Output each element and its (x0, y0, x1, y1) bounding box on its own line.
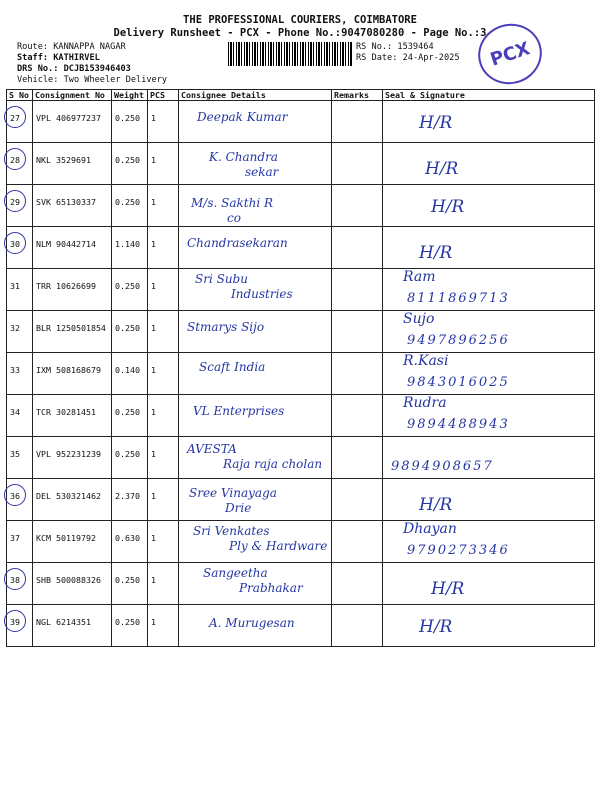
sno-value: 34 (10, 407, 20, 417)
cell-signature (383, 521, 595, 563)
consignee-handwriting: Chandrasekaran (187, 236, 288, 250)
table-row (7, 563, 595, 605)
cell-consignee (179, 269, 332, 311)
cell-consignee (179, 227, 332, 269)
consignee-handwriting-line2: Drie (225, 501, 252, 515)
cell-signature (383, 395, 595, 437)
drs-value: DCJB153946403 (63, 64, 131, 74)
signature-mark: Dhayan (403, 521, 457, 537)
sno-circle-mark (4, 106, 26, 128)
staff-line: Staff: KATHIRVEL (17, 53, 100, 63)
consignee-handwriting-line2: Raja raja cholan (223, 457, 323, 471)
cell-consignment: VPL 406977237 (33, 101, 112, 143)
cell-consignment: IXM 508168679 (33, 353, 112, 395)
col-sno: S No (7, 90, 33, 101)
cell-pcs: 1 (148, 185, 179, 227)
cell-remarks (332, 521, 383, 563)
phone-number: 8111869713 (407, 291, 510, 306)
cell-sno (7, 101, 33, 143)
consignee-handwriting: Scaft India (199, 360, 266, 374)
sno-value: 31 (10, 281, 20, 291)
cell-consignment: NGL 6214351 (33, 605, 112, 647)
sno-circle-mark (4, 484, 26, 506)
sno-value: 27 (10, 113, 20, 123)
cell-consignee (179, 185, 332, 227)
cell-consignee (179, 563, 332, 605)
table-row (7, 227, 595, 269)
cell-consignment: DEL 530321462 (33, 479, 112, 521)
cell-sno (7, 311, 33, 353)
table-row (7, 479, 595, 521)
route-value: KANNAPPA NAGAR (53, 42, 126, 52)
consignee-handwriting-line2: Prabhakar (239, 581, 303, 595)
phone-number: 9790273346 (407, 543, 510, 558)
cell-pcs: 1 (148, 437, 179, 479)
cell-signature (383, 185, 595, 227)
runsheet-table (6, 89, 595, 647)
cell-weight: 0.250 (112, 269, 148, 311)
cell-consignment: NKL 3529691 (33, 143, 112, 185)
sno-value: 33 (10, 365, 20, 375)
consignee-handwriting: M/s. Sakthi R (191, 196, 274, 210)
cell-pcs: 1 (148, 395, 179, 437)
cell-signature (383, 563, 595, 605)
consignee-handwriting: Sangeetha (203, 566, 268, 580)
cell-consignment: TRR 10626699 (33, 269, 112, 311)
phone-number: 9497896256 (407, 333, 510, 348)
sno-value: 38 (10, 575, 20, 585)
route-line: Route: KANNAPPA NAGAR (17, 42, 126, 52)
col-weight: Weight (112, 90, 148, 101)
cell-signature (383, 101, 595, 143)
sno-circle-mark (4, 232, 26, 254)
table-row (7, 437, 595, 479)
signature-mark: H/R (419, 617, 453, 637)
sno-circle-mark (4, 610, 26, 632)
cell-weight: 0.250 (112, 185, 148, 227)
table-row (7, 269, 595, 311)
drs-line: DRS No.: DCJB153946403 (17, 64, 131, 74)
sno-value: 37 (10, 533, 20, 543)
cell-remarks (332, 353, 383, 395)
consignee-handwriting: Stmarys Sijo (187, 320, 265, 334)
cell-pcs: 1 (148, 563, 179, 605)
rs-no-value: 1539464 (397, 42, 434, 52)
cell-remarks (332, 185, 383, 227)
cell-consignee (179, 101, 332, 143)
cell-remarks (332, 311, 383, 353)
table-row (7, 185, 595, 227)
cell-signature (383, 227, 595, 269)
consignee-handwriting-line2: co (227, 211, 241, 225)
signature-mark: H/R (419, 495, 453, 515)
signature-mark: Rudra (403, 395, 447, 411)
cell-remarks (332, 101, 383, 143)
cell-consignee (179, 353, 332, 395)
cell-consignment: BLR 1250501854 (33, 311, 112, 353)
sno-circle-mark (4, 568, 26, 590)
cell-consignee (179, 437, 332, 479)
phone-number: 9843016025 (407, 375, 510, 390)
sno-value: 35 (10, 449, 20, 459)
cell-signature (383, 479, 595, 521)
signature-mark: H/R (425, 159, 459, 179)
cell-sno (7, 605, 33, 647)
rs-date-line: RS Date: 24-Apr-2025 (356, 53, 460, 63)
cell-pcs: 1 (148, 101, 179, 143)
sno-value: 28 (10, 155, 20, 165)
signature-mark: H/R (431, 579, 465, 599)
cell-sno (7, 395, 33, 437)
cell-weight: 1.140 (112, 227, 148, 269)
cell-consignee (179, 521, 332, 563)
col-consignment: Consignment No (33, 90, 112, 101)
cell-signature (383, 269, 595, 311)
meta-left (17, 42, 167, 86)
cell-remarks (332, 563, 383, 605)
vehicle-line: Vehicle: Two Wheeler Delivery (17, 75, 168, 85)
table-row (7, 143, 595, 185)
phone-number: 9894488943 (407, 417, 510, 432)
cell-weight: 0.250 (112, 563, 148, 605)
cell-signature (383, 311, 595, 353)
cell-sno (7, 185, 33, 227)
signature-mark: R.Kasi (403, 353, 449, 369)
runsheet-subtitle: Delivery Runsheet - PCX - Phone No.:9047080280 - Page No.:3 (113, 27, 487, 39)
signature-mark: H/R (419, 243, 453, 263)
table-row (7, 395, 595, 437)
col-consignee: Consignee Details (179, 90, 332, 101)
consignee-handwriting-line2: sekar (245, 165, 279, 179)
rs-no-line: RS No.: 1539464 (356, 42, 434, 52)
cell-weight: 0.250 (112, 101, 148, 143)
cell-weight: 2.370 (112, 479, 148, 521)
cell-consignment: TCR 30281451 (33, 395, 112, 437)
sno-value: 29 (10, 197, 20, 207)
cell-pcs: 1 (148, 143, 179, 185)
consignee-handwriting: A. Murugesan (209, 616, 295, 630)
sno-circle-mark (4, 190, 26, 212)
rs-date-value: 24-Apr-2025 (402, 53, 460, 63)
col-pcs: PCS (148, 90, 179, 101)
consignee-handwriting-line2: Ply & Hardware (229, 539, 328, 553)
cell-signature (383, 437, 595, 479)
signature-mark: H/R (431, 197, 465, 217)
cell-pcs: 1 (148, 227, 179, 269)
cell-sno (7, 143, 33, 185)
cell-remarks (332, 479, 383, 521)
cell-weight: 0.140 (112, 353, 148, 395)
signature-mark: Sujo (403, 311, 435, 327)
phone-number: 9894908657 (391, 459, 494, 474)
cell-consignment: SVK 65130337 (33, 185, 112, 227)
cell-signature (383, 143, 595, 185)
meta-right (356, 42, 460, 64)
cell-consignee (179, 395, 332, 437)
cell-sno (7, 479, 33, 521)
consignee-handwriting: Sree Vinayaga (189, 486, 277, 500)
table-row (7, 353, 595, 395)
consignee-handwriting: Sri Subu (195, 272, 248, 286)
col-remarks: Remarks (332, 90, 383, 101)
cell-weight: 0.250 (112, 395, 148, 437)
signature-mark: H/R (419, 113, 453, 133)
pcx-stamp: PCX (470, 16, 549, 93)
table-row (7, 521, 595, 563)
cell-weight: 0.250 (112, 311, 148, 353)
table-row (7, 605, 595, 647)
cell-pcs: 1 (148, 269, 179, 311)
sno-circle-mark (4, 148, 26, 170)
sno-value: 39 (10, 617, 20, 627)
cell-consignment: KCM 50119792 (33, 521, 112, 563)
cell-remarks (332, 143, 383, 185)
cell-pcs: 1 (148, 353, 179, 395)
consignee-handwriting: K. Chandra (209, 150, 278, 164)
cell-remarks (332, 395, 383, 437)
signature-mark: Ram (403, 269, 436, 285)
cell-sno (7, 227, 33, 269)
sno-value: 32 (10, 323, 20, 333)
cell-weight: 0.250 (112, 605, 148, 647)
cell-consignee (179, 311, 332, 353)
staff-value: KATHIRVEL (53, 53, 100, 63)
sno-value: 36 (10, 491, 20, 501)
cell-sno (7, 563, 33, 605)
cell-remarks (332, 227, 383, 269)
table-row (7, 101, 595, 143)
cell-consignment: NLM 90442714 (33, 227, 112, 269)
cell-pcs: 1 (148, 521, 179, 563)
cell-pcs: 1 (148, 479, 179, 521)
col-signature: Seal & Signature (383, 90, 595, 101)
table-row (7, 311, 595, 353)
cell-sno (7, 521, 33, 563)
cell-pcs: 1 (148, 605, 179, 647)
sno-value: 30 (10, 239, 20, 249)
consignee-handwriting: Deepak Kumar (197, 110, 288, 124)
barcode (228, 42, 352, 66)
cell-remarks (332, 269, 383, 311)
cell-consignee (179, 605, 332, 647)
consignee-handwriting-line2: Industries (231, 287, 293, 301)
cell-weight: 0.630 (112, 521, 148, 563)
table-header (7, 90, 595, 101)
cell-consignment: VPL 952231239 (33, 437, 112, 479)
cell-remarks (332, 605, 383, 647)
consignee-handwriting: VL Enterprises (193, 404, 285, 418)
cell-sno (7, 437, 33, 479)
cell-consignee (179, 479, 332, 521)
cell-pcs: 1 (148, 311, 179, 353)
consignee-handwriting: AVESTA (187, 442, 237, 456)
cell-remarks (332, 437, 383, 479)
vehicle-value: Two Wheeler Delivery (63, 75, 168, 85)
cell-consignee (179, 143, 332, 185)
consignee-handwriting: Sri Venkates (193, 524, 270, 538)
cell-consignment: SHB 500088326 (33, 563, 112, 605)
cell-weight: 0.250 (112, 437, 148, 479)
cell-signature (383, 605, 595, 647)
cell-sno (7, 353, 33, 395)
cell-weight: 0.250 (112, 143, 148, 185)
cell-sno (7, 269, 33, 311)
company-title: THE PROFESSIONAL COURIERS, COIMBATORE (183, 14, 417, 26)
cell-signature (383, 353, 595, 395)
